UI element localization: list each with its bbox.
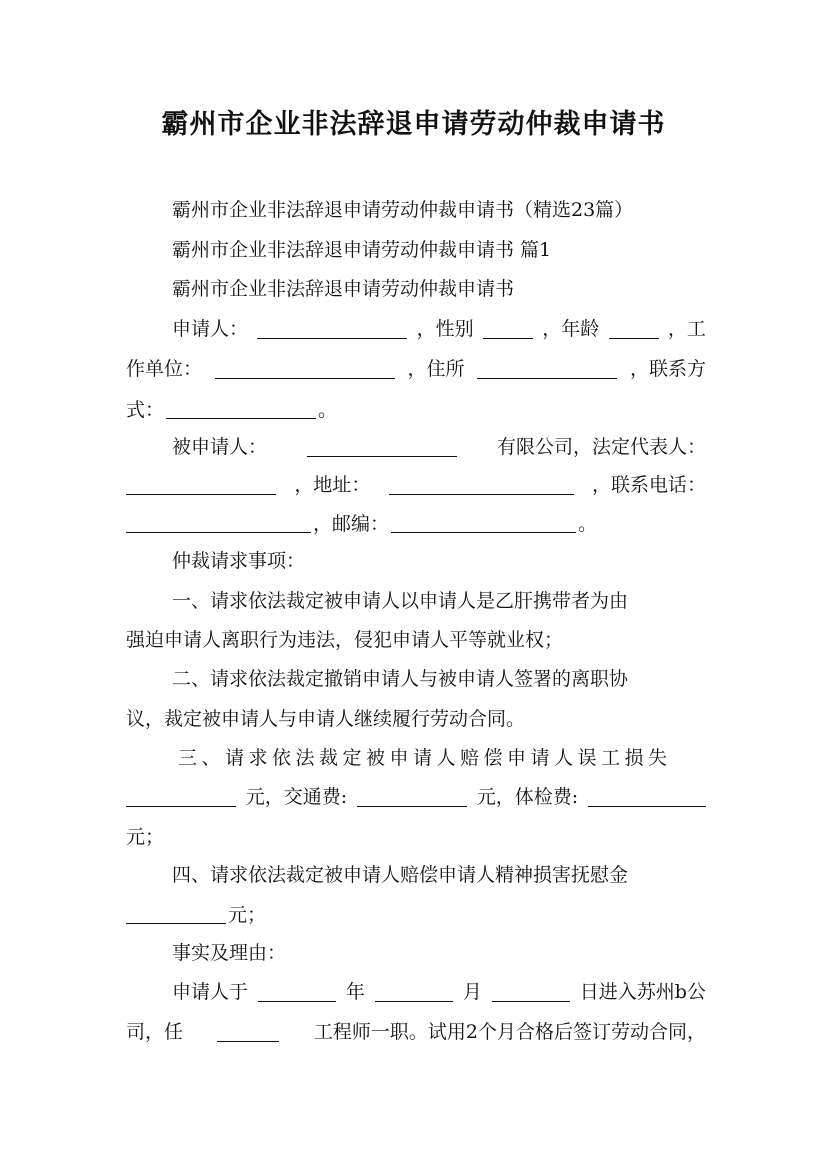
compensation-blank (126, 905, 226, 924)
age-blank (609, 320, 659, 339)
address-line: ，地址： ，联系电话： (126, 476, 706, 495)
respondent-name-blank (307, 438, 457, 457)
facts-line-1: 申请人于 年 月 日进入苏州b公 (172, 981, 706, 1003)
transport-fee-blank (357, 788, 467, 807)
contact-line: 式： 。 (126, 399, 338, 421)
postcode-line: ，邮编： 。 (126, 514, 706, 534)
claim-3-line-2: 元，交通费: 元，体检费: (126, 788, 706, 807)
position-blank (217, 1023, 279, 1042)
subtitle-collection: 霸州市企业非法辞退申请劳动仲裁申请书（精选23篇） (172, 199, 634, 221)
claim-4-line-2: 元； (126, 905, 706, 925)
phone-blank (126, 514, 311, 533)
claim-3-line-3: 元； (126, 826, 165, 848)
respondent-line: 被申请人： 有限公司，法定代表人： (172, 436, 706, 458)
claims-heading: 仲裁请求事项： (172, 550, 306, 572)
document-title: 霸州市企业非法辞退申请劳动仲裁申请书 (161, 109, 666, 140)
article-heading: 霸州市企业非法辞退申请劳动仲裁申请书 (172, 278, 515, 300)
subtitle-article: 霸州市企业非法辞退申请劳动仲裁申请书 篇1 (172, 239, 552, 261)
lost-wages-blank (126, 788, 236, 807)
postcode-blank (391, 514, 576, 533)
day-blank (492, 983, 570, 1002)
address-blank (389, 476, 574, 495)
claim-3-line-1: 三、请求依法裁定被申请人赔偿申请人误工损失 (178, 747, 672, 769)
year-blank (258, 983, 336, 1002)
facts-heading: 事实及理由： (172, 942, 287, 964)
gender-blank (483, 320, 533, 339)
residence-blank (477, 360, 617, 379)
work-unit-blank (215, 360, 395, 379)
claim-4-line-1: 四、请求依法裁定被申请人赔偿申请人精神损害抚慰金 (172, 864, 629, 886)
contact-blank (166, 400, 316, 419)
facts-line-2: 司，任 工程师一职。试用2个月合格后签订劳动合同， (126, 1021, 706, 1043)
applicant-name-blank (257, 320, 407, 339)
work-unit-line: 作单位： ，住所 ，联系方 (126, 358, 706, 380)
month-blank (375, 983, 453, 1002)
claim-2-line-2: 议，裁定被申请人与申请人继续履行劳动合同。 (126, 708, 526, 730)
applicant-line: 申请人： ，性别 ，年龄 ，工 (172, 318, 706, 340)
claim-1-line-2: 强迫申请人离职行为违法，侵犯申请人平等就业权； (126, 629, 564, 651)
claim-2-line-1: 二、请求依法裁定撤销申请人与被申请人签署的离职协 (172, 668, 629, 690)
exam-fee-blank (588, 788, 706, 807)
legal-rep-blank (126, 476, 276, 495)
claim-1-line-1: 一、请求依法裁定被申请人以申请人是乙肝携带者为由 (172, 590, 629, 612)
